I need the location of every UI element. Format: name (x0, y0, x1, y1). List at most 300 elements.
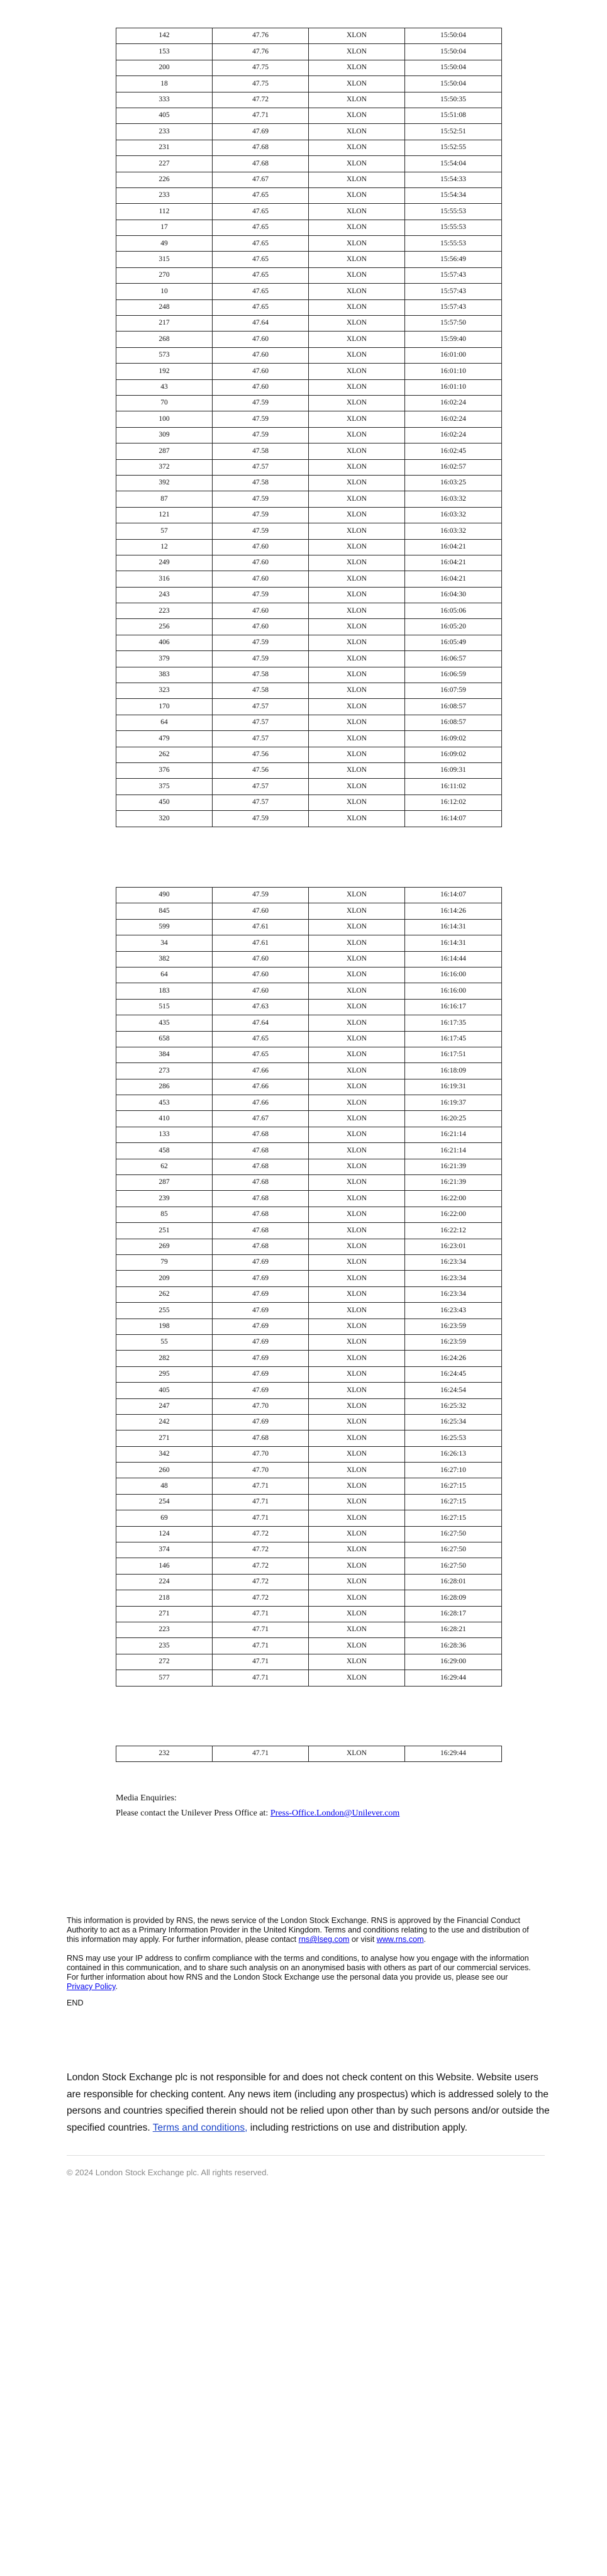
time-cell: 15:52:51 (405, 124, 502, 140)
table-row (116, 951, 502, 967)
venue-cell: XLON (309, 1143, 405, 1159)
table-row (116, 795, 502, 810)
price-cell: 47.58 (213, 443, 309, 459)
table-row (116, 715, 502, 730)
venue-cell: XLON (309, 204, 405, 220)
price-cell: 47.59 (213, 507, 309, 523)
time-cell: 16:23:01 (405, 1239, 502, 1254)
table-row (116, 619, 502, 635)
table-row (116, 747, 502, 762)
price-cell: 47.65 (213, 252, 309, 267)
volume-cell: 121 (116, 507, 213, 523)
table-row (116, 204, 502, 220)
table-row (116, 124, 502, 140)
volume-cell: 405 (116, 1383, 213, 1398)
venue-cell: XLON (309, 411, 405, 427)
price-cell: 47.59 (213, 411, 309, 427)
table-row (116, 1542, 502, 1558)
price-cell: 47.68 (213, 140, 309, 155)
table-row (116, 888, 502, 903)
price-cell: 47.65 (213, 299, 309, 315)
venue-cell: XLON (309, 1319, 405, 1334)
venue-cell: XLON (309, 1414, 405, 1430)
time-cell: 15:57:43 (405, 299, 502, 315)
venue-cell: XLON (309, 1031, 405, 1047)
price-cell: 47.57 (213, 715, 309, 730)
price-cell: 47.60 (213, 555, 309, 571)
price-cell: 47.68 (213, 1159, 309, 1174)
volume-cell: 64 (116, 967, 213, 983)
venue-cell: XLON (309, 299, 405, 315)
volume-cell: 323 (116, 683, 213, 699)
price-cell: 47.65 (213, 220, 309, 235)
table-row (116, 60, 502, 75)
volume-cell: 435 (116, 1015, 213, 1031)
table-row (116, 1654, 502, 1670)
time-cell: 16:25:34 (405, 1414, 502, 1430)
volume-cell: 269 (116, 1239, 213, 1254)
price-cell: 47.70 (213, 1398, 309, 1414)
venue-cell: XLON (309, 236, 405, 252)
table-row (116, 316, 502, 332)
volume-cell: 100 (116, 411, 213, 427)
venue-cell: XLON (309, 1526, 405, 1542)
venue-cell: XLON (309, 1015, 405, 1031)
venue-cell: XLON (309, 1430, 405, 1446)
time-cell: 15:54:34 (405, 187, 502, 203)
volume-cell: 405 (116, 108, 213, 123)
volume-cell: 251 (116, 1223, 213, 1239)
time-cell: 16:23:59 (405, 1319, 502, 1334)
table-row (116, 1271, 502, 1286)
volume-cell: 379 (116, 651, 213, 667)
venue-cell: XLON (309, 1095, 405, 1111)
time-cell: 16:24:45 (405, 1366, 502, 1382)
volume-cell: 268 (116, 332, 213, 347)
time-cell: 16:19:31 (405, 1079, 502, 1095)
venue-cell: XLON (309, 1111, 405, 1127)
venue-cell: XLON (309, 1351, 405, 1366)
time-cell: 16:27:50 (405, 1542, 502, 1558)
price-cell: 47.71 (213, 108, 309, 123)
end-marker: END (67, 1999, 84, 2007)
venue-cell: XLON (309, 1254, 405, 1270)
time-cell: 15:57:43 (405, 284, 502, 299)
venue-cell: XLON (309, 1542, 405, 1558)
price-cell: 47.75 (213, 76, 309, 92)
time-cell: 16:11:02 (405, 779, 502, 795)
time-cell: 16:06:59 (405, 667, 502, 683)
table-row (116, 587, 502, 603)
price-cell: 47.60 (213, 903, 309, 919)
volume-cell: 243 (116, 587, 213, 603)
venue-cell: XLON (309, 779, 405, 795)
price-cell: 47.60 (213, 571, 309, 587)
volume-cell: 372 (116, 459, 213, 475)
volume-cell: 333 (116, 92, 213, 108)
table-row (116, 555, 502, 571)
volume-cell: 70 (116, 395, 213, 411)
venue-cell: XLON (309, 1558, 405, 1574)
volume-cell: 153 (116, 44, 213, 60)
table-row (116, 284, 502, 299)
time-cell: 16:05:49 (405, 635, 502, 650)
press-office-email-link[interactable]: Press-Office.London@Unilever.com (270, 1809, 400, 1818)
table-row (116, 1590, 502, 1606)
time-cell: 16:02:45 (405, 443, 502, 459)
time-cell: 16:26:13 (405, 1446, 502, 1462)
time-cell: 16:24:54 (405, 1383, 502, 1398)
table-row (116, 1446, 502, 1462)
time-cell: 16:09:02 (405, 731, 502, 747)
table-row (116, 1015, 502, 1031)
table-row (116, 507, 502, 523)
price-cell: 47.65 (213, 1047, 309, 1062)
venue-cell: XLON (309, 967, 405, 983)
time-cell: 16:29:44 (405, 1670, 502, 1686)
time-cell: 15:51:08 (405, 108, 502, 123)
venue-cell: XLON (309, 1478, 405, 1494)
venue-cell: XLON (309, 1063, 405, 1079)
table-row (116, 1622, 502, 1637)
time-cell: 16:17:51 (405, 1047, 502, 1062)
volume-cell: 309 (116, 427, 213, 443)
terms-and-conditions-link[interactable]: Terms and conditions, (152, 2122, 248, 2133)
venue-cell: XLON (309, 1159, 405, 1174)
volume-cell: 10 (116, 284, 213, 299)
time-cell: 16:14:31 (405, 919, 502, 935)
volume-cell: 43 (116, 379, 213, 395)
table-row (116, 187, 502, 203)
volume-cell: 226 (116, 172, 213, 187)
volume-cell: 133 (116, 1127, 213, 1142)
price-cell: 47.67 (213, 1111, 309, 1127)
table-row (116, 1430, 502, 1446)
price-cell: 47.56 (213, 747, 309, 762)
venue-cell: XLON (309, 187, 405, 203)
price-cell: 47.61 (213, 935, 309, 951)
price-cell: 47.58 (213, 475, 309, 491)
privacy-policy-link[interactable]: Privacy Policy (67, 1982, 116, 1991)
time-cell: 16:03:32 (405, 507, 502, 523)
venue-cell: XLON (309, 683, 405, 699)
table-row (116, 1746, 502, 1762)
table-row (116, 1063, 502, 1079)
venue-cell: XLON (309, 1463, 405, 1478)
table-row (116, 28, 502, 44)
table-row (116, 731, 502, 747)
venue-cell: XLON (309, 1494, 405, 1510)
time-cell: 16:02:57 (405, 459, 502, 475)
time-cell: 16:06:57 (405, 651, 502, 667)
time-cell: 16:28:01 (405, 1574, 502, 1590)
price-cell: 47.65 (213, 267, 309, 283)
volume-cell: 224 (116, 1574, 213, 1590)
table-row (116, 44, 502, 60)
table-row (116, 762, 502, 778)
time-cell: 16:19:37 (405, 1095, 502, 1111)
table-row (116, 172, 502, 187)
price-cell: 47.58 (213, 667, 309, 683)
venue-cell: XLON (309, 1446, 405, 1462)
venue-cell: XLON (309, 395, 405, 411)
volume-cell: 223 (116, 603, 213, 619)
time-cell: 16:23:34 (405, 1286, 502, 1302)
time-cell: 16:09:31 (405, 762, 502, 778)
time-cell: 16:23:34 (405, 1254, 502, 1270)
venue-cell: XLON (309, 28, 405, 44)
price-cell: 47.60 (213, 983, 309, 999)
time-cell: 15:57:50 (405, 316, 502, 332)
price-cell: 47.70 (213, 1446, 309, 1462)
volume-cell: 124 (116, 1526, 213, 1542)
venue-cell: XLON (309, 619, 405, 635)
table-row (116, 1670, 502, 1686)
volume-cell: 320 (116, 811, 213, 827)
volume-cell: 249 (116, 555, 213, 571)
rns-text-1c: . (423, 1935, 426, 1944)
time-cell: 16:02:24 (405, 411, 502, 427)
venue-cell: XLON (309, 762, 405, 778)
venue-cell: XLON (309, 220, 405, 235)
table-row (116, 523, 502, 539)
price-cell: 47.65 (213, 284, 309, 299)
price-cell: 47.68 (213, 156, 309, 172)
price-cell: 47.71 (213, 1670, 309, 1686)
price-cell: 47.67 (213, 172, 309, 187)
venue-cell: XLON (309, 651, 405, 667)
price-cell: 47.71 (213, 1654, 309, 1670)
time-cell: 15:52:55 (405, 140, 502, 155)
price-cell: 47.60 (213, 364, 309, 379)
volume-cell: 57 (116, 523, 213, 539)
table-row (116, 1351, 502, 1366)
table-row (116, 779, 502, 795)
table-row (116, 1526, 502, 1542)
time-cell: 16:22:12 (405, 1223, 502, 1239)
venue-cell: XLON (309, 364, 405, 379)
time-cell: 15:50:35 (405, 92, 502, 108)
price-cell: 47.56 (213, 762, 309, 778)
disclaimer-text-a: London Stock Exchange plc is not responsible for and does not check content on this Website. Website users are responsible for checking content. Any news item (including any prospectus) which is addressed solely to the persons and countries specified therein should not be relied upon other than by such persons and/or outside the specified countries. (67, 2072, 550, 2133)
price-cell: 47.57 (213, 731, 309, 747)
time-cell: 16:27:50 (405, 1558, 502, 1574)
table-row (116, 1127, 502, 1142)
time-cell: 16:02:24 (405, 395, 502, 411)
price-cell: 47.64 (213, 1015, 309, 1031)
table-row (116, 1191, 502, 1207)
price-cell: 47.71 (213, 1494, 309, 1510)
volume-cell: 406 (116, 635, 213, 650)
venue-cell: XLON (309, 459, 405, 475)
price-cell: 47.71 (213, 1478, 309, 1494)
venue-cell: XLON (309, 1510, 405, 1526)
media-enquiries (116, 1791, 399, 1821)
volume-cell: 85 (116, 1207, 213, 1222)
rns-email-link[interactable]: rns@lseg.com (298, 1935, 350, 1944)
table-row (116, 475, 502, 491)
price-cell: 47.68 (213, 1207, 309, 1222)
table-row (116, 603, 502, 619)
time-cell: 15:59:40 (405, 332, 502, 347)
volume-cell: 198 (116, 1319, 213, 1334)
time-cell: 16:16:00 (405, 967, 502, 983)
venue-cell: XLON (309, 811, 405, 827)
venue-cell: XLON (309, 1398, 405, 1414)
time-cell: 16:16:00 (405, 983, 502, 999)
venue-cell: XLON (309, 1271, 405, 1286)
table-row (116, 1463, 502, 1478)
price-cell: 47.72 (213, 1558, 309, 1574)
volume-cell: 271 (116, 1606, 213, 1622)
price-cell: 47.57 (213, 779, 309, 795)
volume-cell: 170 (116, 699, 213, 715)
venue-cell: XLON (309, 571, 405, 587)
venue-cell: XLON (309, 587, 405, 603)
price-cell: 47.72 (213, 1526, 309, 1542)
time-cell: 16:29:44 (405, 1746, 502, 1762)
volume-cell: 376 (116, 762, 213, 778)
venue-cell: XLON (309, 555, 405, 571)
copyright-notice: © 2024 London Stock Exchange plc. All rights reserved. (67, 2168, 269, 2177)
price-cell: 47.64 (213, 316, 309, 332)
time-cell: 16:28:36 (405, 1638, 502, 1654)
venue-cell: XLON (309, 1286, 405, 1302)
volume-cell: 223 (116, 1622, 213, 1637)
venue-cell: XLON (309, 60, 405, 75)
volume-cell: 383 (116, 667, 213, 683)
volume-cell: 146 (116, 1558, 213, 1574)
table-row (116, 903, 502, 919)
rns-text-1b: or visit (349, 1935, 377, 1944)
price-cell: 47.72 (213, 1542, 309, 1558)
table-row (116, 1175, 502, 1191)
table-row (116, 1478, 502, 1494)
table-row (116, 1286, 502, 1302)
time-cell: 15:50:04 (405, 60, 502, 75)
price-cell: 47.66 (213, 1095, 309, 1111)
price-cell: 47.59 (213, 888, 309, 903)
table-row (116, 411, 502, 427)
venue-cell: XLON (309, 1191, 405, 1207)
venue-cell: XLON (309, 172, 405, 187)
time-cell: 16:04:21 (405, 539, 502, 555)
table-row (116, 1047, 502, 1062)
venue-cell: XLON (309, 1654, 405, 1670)
time-cell: 16:21:39 (405, 1175, 502, 1191)
table-row (116, 491, 502, 507)
table-row (116, 1207, 502, 1222)
table-row (116, 919, 502, 935)
volume-cell: 217 (116, 316, 213, 332)
venue-cell: XLON (309, 1590, 405, 1606)
volume-cell: 34 (116, 935, 213, 951)
time-cell: 16:27:15 (405, 1510, 502, 1526)
rns-privacy-notice (67, 1954, 536, 1992)
time-cell: 16:27:50 (405, 1526, 502, 1542)
table-row (116, 635, 502, 650)
table-row (116, 1254, 502, 1270)
price-cell: 47.59 (213, 811, 309, 827)
table-row (116, 1031, 502, 1047)
media-contact (116, 1806, 399, 1821)
time-cell: 16:21:39 (405, 1159, 502, 1174)
volume-cell: 262 (116, 1286, 213, 1302)
table-row (116, 108, 502, 123)
volume-cell: 233 (116, 124, 213, 140)
venue-cell: XLON (309, 667, 405, 683)
volume-cell: 384 (116, 1047, 213, 1062)
price-cell: 47.69 (213, 1351, 309, 1366)
time-cell: 16:23:34 (405, 1271, 502, 1286)
table-row (116, 427, 502, 443)
table-row (116, 1414, 502, 1430)
table-row (116, 220, 502, 235)
table-row (116, 651, 502, 667)
venue-cell: XLON (309, 539, 405, 555)
volume-cell: 142 (116, 28, 213, 44)
time-cell: 16:25:32 (405, 1398, 502, 1414)
rns-website-link[interactable]: www.rns.com (376, 1935, 424, 1944)
price-cell: 47.68 (213, 1223, 309, 1239)
volume-cell: 392 (116, 475, 213, 491)
volume-cell: 62 (116, 1159, 213, 1174)
price-cell: 47.63 (213, 999, 309, 1015)
table-row (116, 140, 502, 155)
time-cell: 16:09:02 (405, 747, 502, 762)
volume-cell: 375 (116, 779, 213, 795)
time-cell: 16:28:17 (405, 1606, 502, 1622)
price-cell: 47.69 (213, 1366, 309, 1382)
rns-text-2b: . (115, 1982, 118, 1991)
venue-cell: XLON (309, 1334, 405, 1350)
volume-cell: 382 (116, 951, 213, 967)
volume-cell: 256 (116, 619, 213, 635)
time-cell: 16:23:59 (405, 1334, 502, 1350)
volume-cell: 49 (116, 236, 213, 252)
venue-cell: XLON (309, 1303, 405, 1319)
price-cell: 47.60 (213, 603, 309, 619)
venue-cell: XLON (309, 332, 405, 347)
footer-divider (67, 2155, 545, 2156)
price-cell: 47.71 (213, 1606, 309, 1622)
volume-cell: 183 (116, 983, 213, 999)
price-cell: 47.68 (213, 1191, 309, 1207)
table-row (116, 1159, 502, 1174)
table-row (116, 983, 502, 999)
table-row (116, 267, 502, 283)
rns-text-1a: This information is provided by RNS, the news service of the London Stock Exchange. RNS is approved by the Financial Conduct Authority to act as a Primary Information Provider in the United Kingdom. Terms and conditions relating to the use and distribution of this information may apply. For further information, please contact (67, 1916, 529, 1944)
price-cell: 47.69 (213, 124, 309, 140)
table-row (116, 1111, 502, 1127)
volume-cell: 55 (116, 1334, 213, 1350)
volume-cell: 18 (116, 76, 213, 92)
time-cell: 16:21:14 (405, 1143, 502, 1159)
volume-cell: 254 (116, 1494, 213, 1510)
time-cell: 15:57:43 (405, 267, 502, 283)
price-cell: 47.68 (213, 1239, 309, 1254)
time-cell: 16:08:57 (405, 699, 502, 715)
volume-cell: 270 (116, 267, 213, 283)
price-cell: 47.68 (213, 1175, 309, 1191)
volume-cell: 69 (116, 1510, 213, 1526)
volume-cell: 218 (116, 1590, 213, 1606)
volume-cell: 247 (116, 1398, 213, 1414)
time-cell: 16:01:10 (405, 364, 502, 379)
venue-cell: XLON (309, 523, 405, 539)
price-cell: 47.58 (213, 683, 309, 699)
volume-cell: 342 (116, 1446, 213, 1462)
